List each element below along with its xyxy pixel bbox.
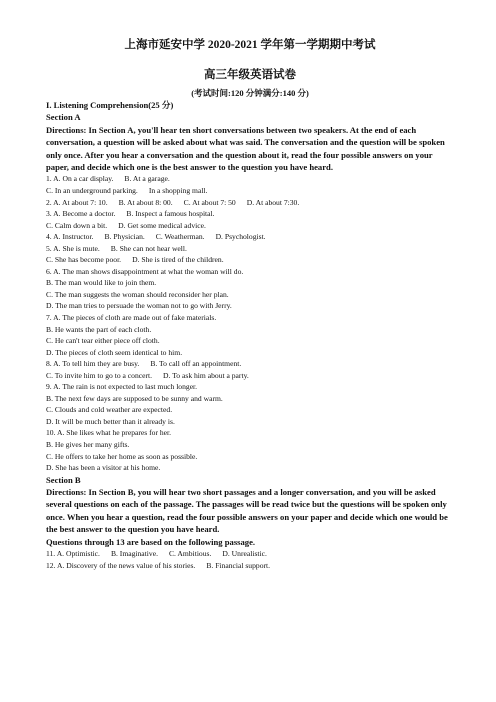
question-line [46,548,454,560]
section-a-questions [46,173,454,473]
answer-option: 4. A. Instructor. [46,232,94,242]
answer-option: D. She is tired of the children. [132,255,224,265]
question-line [46,243,454,255]
answer-option: D. Unrealistic. [222,549,267,559]
answer-option: C. The man suggests the woman should reconsider her plan. [46,289,229,299]
exam-subtitle: 高三年级英语试卷 [204,69,296,81]
answer-option: C. He offers to take her home as soon as possible. [46,451,198,461]
answer-option: B. Imaginative. [110,549,158,559]
question-line [46,266,454,278]
answer-option: 5. A. She is mute. [46,243,100,253]
question-line [46,185,454,197]
answer-option: B. He wants the part of each cloth. [46,324,152,334]
answer-option: C. He can't tear either piece off cloth. [46,336,160,346]
answer-option: C. Clouds and cold weather are expected. [46,405,173,415]
question-line [46,208,454,220]
answer-option: D. The pieces of cloth seem identical to him. [46,347,183,357]
question-line [46,173,454,185]
question-line [46,560,454,572]
question-line [46,347,454,359]
exam-meta: (考试时间:120 分钟满分:140 分) [191,88,309,98]
answer-option: D. It will be much better than it already is. [46,416,175,426]
question-line [46,427,454,439]
answer-option: 10. A. She likes what he prepares for her. [46,428,172,438]
answer-option: B. Financial support. [206,560,271,570]
question-line [46,439,454,451]
question-line [46,381,454,393]
question-line [46,197,454,209]
question-line [46,231,454,243]
answer-option: C. At about 7: 50 [183,197,236,207]
exam-title: 上海市延安中学 2020-2021 学年第一学期期中考试 [124,39,376,51]
answer-option: B. At a garage. [124,174,170,184]
question-line [46,277,454,289]
exam-page [46,38,454,571]
question-line [46,220,454,232]
answer-option: D. Psychologist. [215,232,266,242]
answer-option: 1. A. On a car display. [46,174,114,184]
answer-option: B. To call off an appointment. [150,359,242,369]
section-a-directions: Directions: In Section A, you'll hear ten short conversations between two speakers. At the end of each conversation, a question will be asked about what was said. The conversation and the question will be spoken only once. After you hear a conversation and the question about it, read the four possible answers on your paper, and decide which one is the best answer to the question you have heard. [46,124,445,173]
answer-option: 9. A. The rain is not expected to last much longer. [46,382,198,392]
answer-option: B. Physician. [104,232,145,242]
answer-option: C. In an underground parking. [46,185,138,195]
question-line [46,335,454,347]
section-b-questions [46,548,454,571]
answer-option: C. Ambitious. [168,549,212,559]
answer-option: 8. A. To tell him they are busy. [46,359,140,369]
answer-option: C. Weatherman. [155,232,205,242]
question-line [46,370,454,382]
question-line [46,254,454,266]
answer-option: B. He gives her many gifts. [46,440,130,450]
question-line [46,462,454,474]
question-line [46,300,454,312]
answer-option: C. Calm down a bit. [46,220,108,230]
question-line [46,358,454,370]
section-b-directions: Directions: In Section B, you will hear two short passages and a longer conversation, and you will be asked several questions on each of the passage. The passages will be read twice but the questions will be spoken only once. When you hear a question, read the four possible answers on your paper and decide which one would be the best answer to the question you have heard. [46,487,448,535]
answer-option: B. Inspect a famous hospital. [126,209,215,219]
question-line [46,404,454,416]
question-line [46,324,454,336]
answer-option: D. She has been a visitor at his home. [46,463,161,473]
answer-option: D. To ask him about a party. [163,370,249,380]
question-line [46,416,454,428]
answer-option: 12. A. Discovery of the news value of his stories. [46,560,196,570]
section-b-note: Questions through 13 are based on the following passage. [46,536,256,547]
part-heading: I. Listening Comprehension(25 分) [46,100,174,110]
answer-option: In a shopping mall. [148,185,208,195]
answer-option: B. The next few days are supposed to be sunny and warm. [46,393,223,403]
section-a-heading: Section A [46,112,81,123]
answer-option: C. She has become poor. [46,255,122,265]
question-line [46,312,454,324]
answer-option: D. Get some medical advice. [118,220,206,230]
answer-option: 11. A. Optimistic. [46,549,100,559]
answer-option: B. She can not hear well. [110,243,187,253]
answer-option: B. At about 8: 00. [118,197,173,207]
answer-option: D. The man tries to persuade the woman not to go with Jerry. [46,301,232,311]
answer-option: 2. A. At about 7: 10. [46,197,108,207]
answer-option: 6. A. The man shows disappointment at what the woman will do. [46,266,244,276]
question-line [46,393,454,405]
question-line [46,289,454,301]
answer-option: 7. A. The pieces of cloth are made out of fake materials. [46,313,217,322]
section-b-heading: Section B [46,474,81,485]
question-line [46,451,454,463]
answer-option: C. To invite him to go to a concert. [46,370,153,380]
answer-option: B. The man would like to join them. [46,278,157,288]
answer-option: 3. A. Become a doctor. [46,209,116,219]
answer-option: D. At about 7:30. [246,197,300,207]
